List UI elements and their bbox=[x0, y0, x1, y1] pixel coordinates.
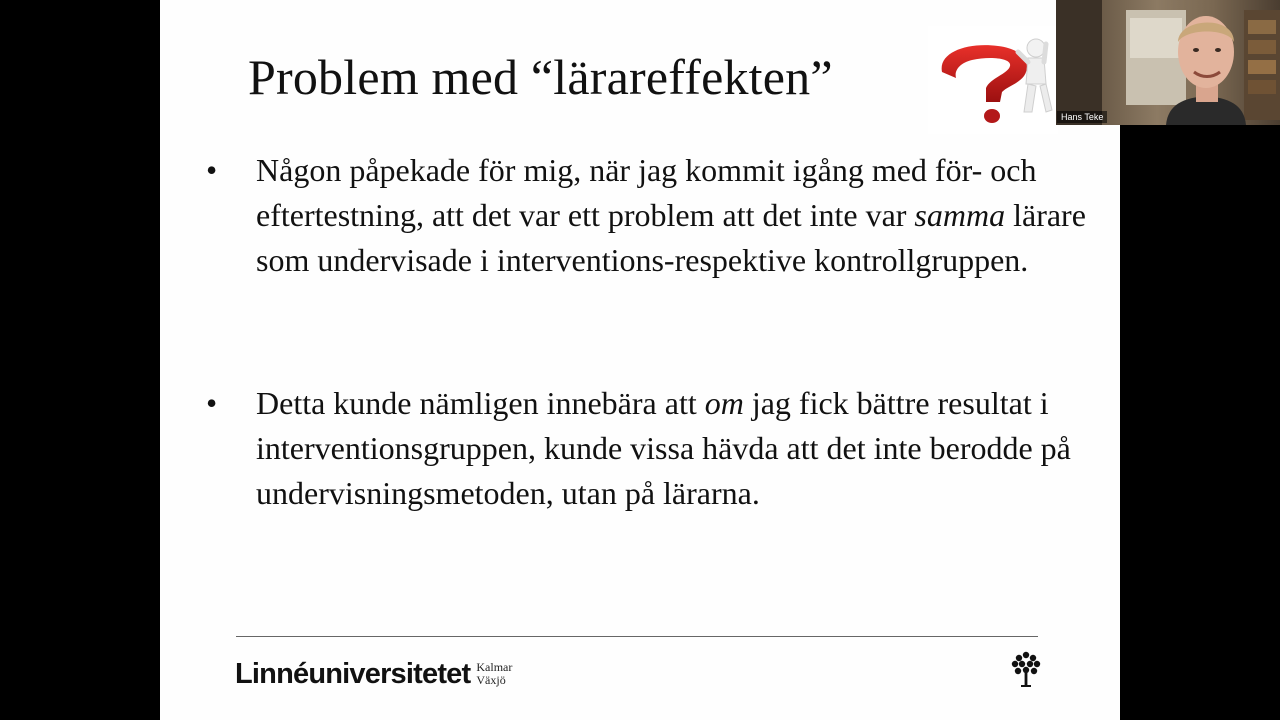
bullet-marker: • bbox=[206, 152, 218, 188]
logo-wordmark: Linnéuniversitetet bbox=[235, 657, 471, 690]
webcam-video-tile[interactable] bbox=[1056, 0, 1280, 125]
tree-icon bbox=[1010, 650, 1042, 688]
bullet-text: Detta kunde nämligen innebära att om jag fick bättre resultat i interventionsgruppen, kunde vissa hävda att det inte berodde på undervisningsmetoden, utan på lärarna. bbox=[256, 385, 1071, 511]
university-logo bbox=[235, 656, 512, 692]
participant-video bbox=[1056, 0, 1280, 125]
bullet-marker: • bbox=[206, 385, 218, 421]
question-mark-figure-icon bbox=[928, 26, 1058, 134]
slide-title: Problem med “lärareffekten” bbox=[248, 49, 833, 105]
bullet-item-1 bbox=[206, 148, 1086, 283]
bullet-item-2 bbox=[206, 381, 1086, 516]
bullet-text: Någon påpekade för mig, när jag kommit igång med för- och eftertestning, att det var ett problem att det inte var samma lärare som undervisade i interventions-respektive kontrollgruppen. bbox=[256, 152, 1086, 278]
logo-cities: Kalmar Växjö bbox=[476, 660, 513, 687]
footer-divider bbox=[236, 636, 1038, 637]
participant-name-label: Hans Teke bbox=[1057, 111, 1107, 123]
